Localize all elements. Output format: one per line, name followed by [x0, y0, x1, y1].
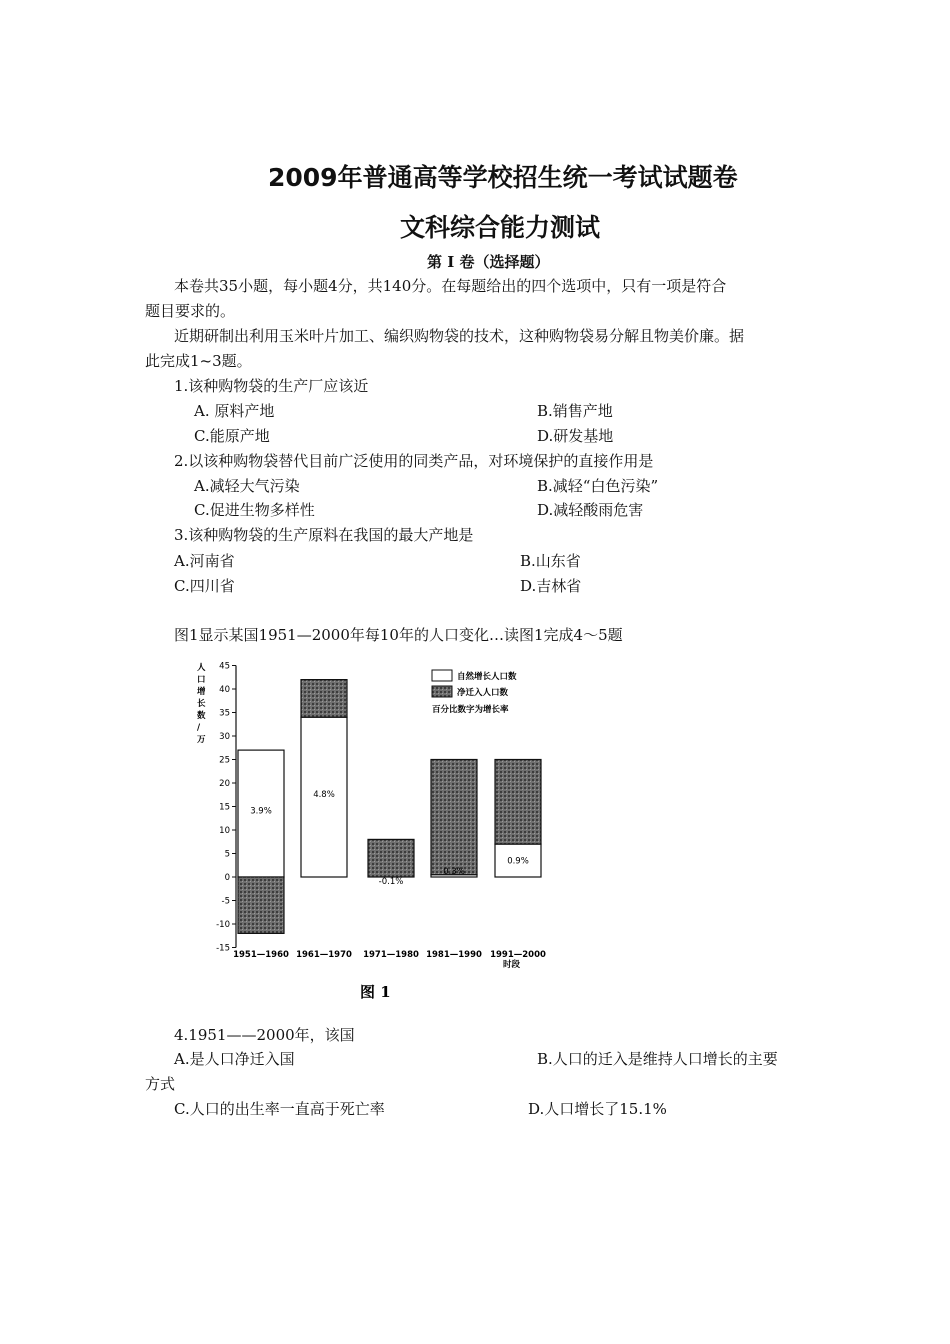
bar-migration [495, 760, 541, 845]
y-tick-label: 5 [224, 849, 230, 860]
x-tick-label: 1961—1970 [296, 950, 352, 960]
question-1-option-c: C.能原产地 [194, 427, 270, 445]
y-tick-label: -15 [216, 943, 230, 954]
question-1-stem: 1.该种购物袋的生产厂应该近 [174, 377, 369, 395]
question-3-option-b: B.山东省 [520, 552, 581, 570]
y-tick-label: -5 [221, 896, 230, 907]
y-tick-label: 15 [219, 802, 230, 813]
x-tick-label: 1951—1960 [233, 950, 289, 960]
y-axis-label-char: 数 [197, 711, 206, 721]
x-axis-label: 时段 [503, 960, 521, 970]
bars [238, 680, 541, 934]
legend-natural-label: 自然增长人口数 [457, 672, 517, 682]
question-2-option-d: D.减轻酸雨危害 [537, 501, 644, 519]
figure-intro: 图1显示某国1951—2000年每10年的人口变化…读图1完成4～5题 [174, 626, 623, 644]
y-tick-label: 45 [219, 661, 230, 672]
question-1-option-a: A. 原料产地 [194, 402, 275, 420]
y-tick-label: 0 [224, 873, 230, 883]
legend-note: 百分比数字为增长率 [432, 705, 509, 715]
exam-subtitle: 文科综合能力测试 [400, 213, 601, 242]
question-3-stem: 3.该种购物袋的生产原料在我国的最大产地是 [174, 526, 474, 544]
y-tick-label: 35 [219, 708, 230, 719]
legend-migration-label: 净迁入人口数 [457, 688, 509, 698]
y-tick-label: 20 [219, 779, 230, 789]
y-tick-label: 25 [219, 755, 230, 766]
intro-line-2: 题目要求的。 [145, 302, 236, 320]
y-axis-label-char: 长 [197, 699, 206, 709]
x-axis-labels [233, 950, 546, 960]
question-4-option-b-cont: 方式 [145, 1075, 176, 1093]
y-axis-label-char: / [197, 723, 201, 733]
y-tick-label: 40 [219, 685, 230, 695]
question-4-option-a: A.是人口净迁入国 [174, 1050, 295, 1068]
y-axis-label [197, 662, 206, 745]
exam-title: 2009年普通高等学校招生统一考试试题卷 [268, 163, 738, 192]
legend-natural-swatch [432, 670, 452, 681]
bar-growth-label: 0.9% [507, 856, 529, 867]
question-2-option-c: C.促进生物多样性 [194, 501, 315, 519]
question-2-option-a: A.减轻大气污染 [194, 477, 300, 495]
legend-migration-swatch [432, 686, 452, 697]
population-chart [180, 655, 560, 1000]
y-axis-label-char: 人 [197, 663, 206, 673]
x-tick-label: 1981—1990 [426, 950, 482, 960]
intro-line-1: 本卷共35小题，每小题4分，共140分。在每题给出的四个选项中，只有一项是符合 [174, 277, 727, 295]
passage-line-1: 近期研制出利用玉米叶片加工、编织购物袋的技术，这种购物袋易分解且物美价廉。据 [174, 327, 745, 345]
x-tick-label: 1971—1980 [363, 950, 419, 960]
bar-migration [431, 760, 477, 875]
question-4-option-b: B.人口的迁入是维持人口增长的主要 [537, 1050, 778, 1068]
passage-line-2: 此完成1~3题。 [145, 352, 252, 370]
y-axis [216, 662, 236, 954]
x-tick-label: 1991—2000 [490, 950, 546, 960]
bar-growth-label: -0.1% [378, 877, 404, 888]
bar-migration [301, 680, 347, 718]
y-axis-label-text [197, 662, 206, 745]
bar-growth-label: 4.8% [313, 790, 335, 801]
question-4-stem: 4.1951——2000年，该国 [174, 1026, 355, 1044]
y-tick-label: -10 [216, 920, 230, 930]
bar-migration [368, 839, 414, 877]
y-axis-label-char: 万 [197, 735, 206, 745]
figure-caption: 图 1 [360, 983, 391, 1000]
bar-growth-label: 3.9% [250, 806, 272, 817]
question-3-option-c: C.四川省 [174, 577, 235, 595]
question-1-option-d: D.研发基地 [537, 427, 614, 445]
y-tick-label: 10 [219, 826, 230, 836]
bar-growth-label: 0.3% [443, 867, 465, 877]
y-axis-label-char: 增 [197, 687, 206, 697]
question-2-stem: 2.以该种购物袋替代目前广泛使用的同类产品，对环境保护的直接作用是 [174, 452, 654, 470]
question-1-option-b: B.销售产地 [537, 402, 613, 420]
question-4-option-c: C.人口的出生率一直高于死亡率 [174, 1100, 385, 1118]
y-tick-label: 30 [219, 732, 230, 742]
section-heading: 第 I 卷（选择题） [427, 253, 550, 271]
question-3-option-a: A.河南省 [174, 552, 235, 570]
bar-migration [238, 877, 284, 933]
question-4-option-d: D.人口增长了15.1% [528, 1100, 667, 1118]
question-3-option-d: D.吉林省 [520, 577, 582, 595]
legend [432, 670, 517, 715]
question-2-option-b: B.减轻“白色污染” [537, 477, 659, 495]
y-axis-label-char: 口 [197, 675, 206, 685]
